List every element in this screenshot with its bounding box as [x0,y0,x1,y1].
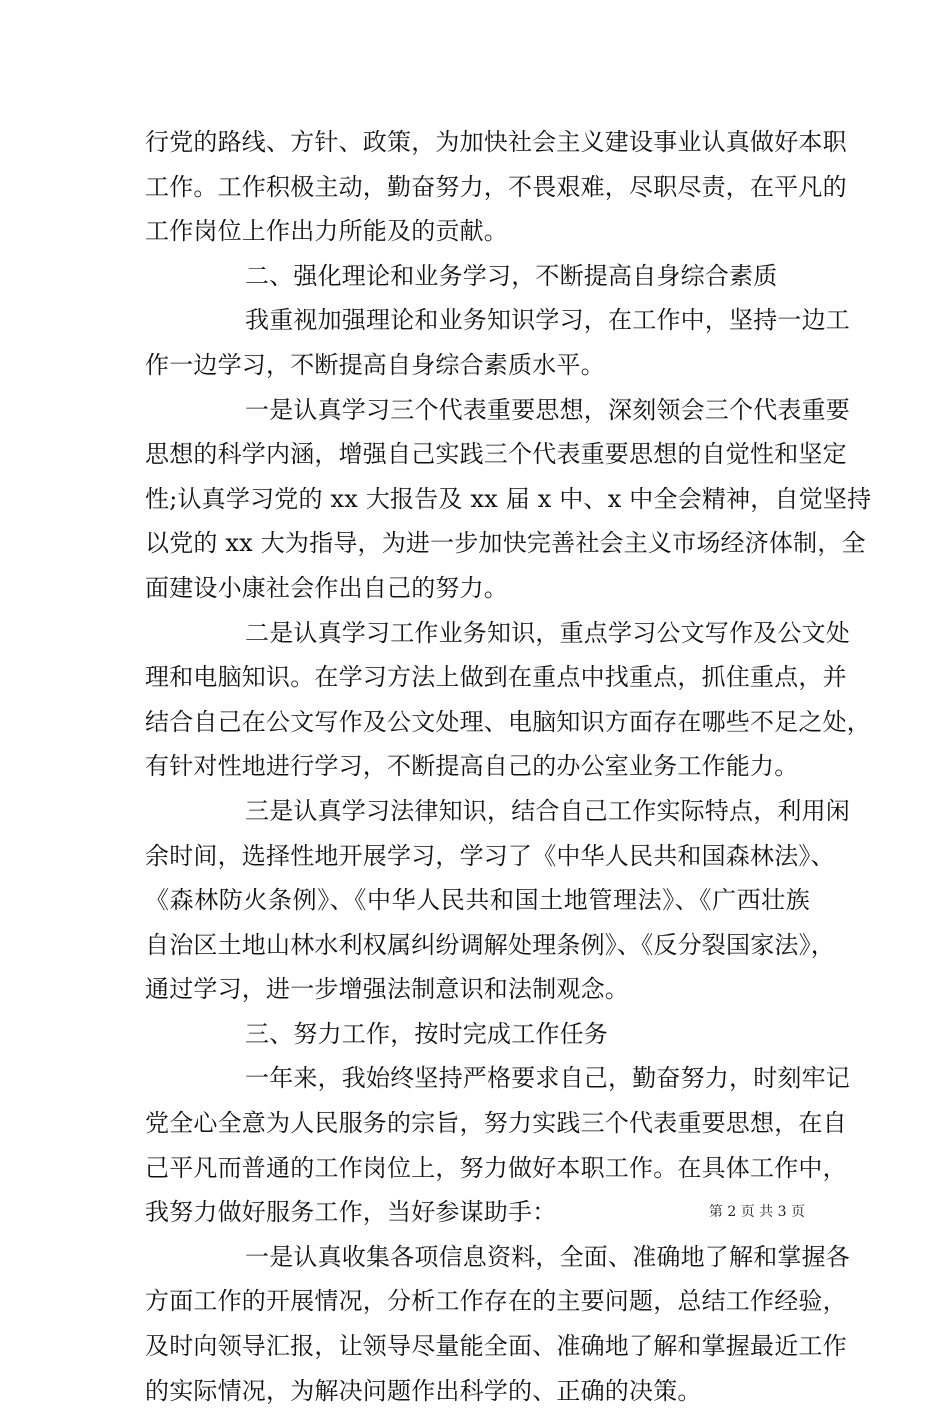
text-line: 及时向领导汇报，让领导尽量能全面、准确地了解和掌握最近工作 [145,1332,847,1361]
text-line: 党全心全意为人民服务的宗旨，努力实践三个代表重要思想，在自 [145,1109,847,1138]
text-line: 二是认真学习工作业务知识，重点学习公文写作及公文处 [245,618,850,647]
text-line: 理和电脑知识。在学习方法上做到在重点中找重点，抓住重点，并 [145,663,847,692]
text-line: 性;认真学习党的 xx 大报告及 xx 届 x 中、x 中全会精神，自觉坚持 [145,484,872,513]
text-line: 以党的 xx 大为指导，为进一步加快完善社会主义市场经济体制，全 [145,529,866,558]
text-line: 自治区土地山林水利权属纠纷调解处理条例》、《反分裂国家法》， [145,930,835,959]
text-line: 《森林防火条例》、《中华人民共和国土地管理法》、《广西壮族 [145,886,810,915]
text-line: 方面工作的开展情况，分析工作存在的主要问题，总结工作经验， [145,1287,847,1316]
text-line: 己平凡而普通的工作岗位上，努力做好本职工作。在具体工作中， [145,1153,847,1182]
page-number-footer: 第 2 页 共 3 页 [708,1204,805,1220]
text-line: 通过学习，进一步增强法制意识和法制观念。 [145,975,629,1004]
text-line: 三是认真学习法律知识，结合自己工作实际特点，利用闲 [245,796,850,825]
text-line: 作一边学习，不断提高自身综合素质水平。 [145,350,605,379]
text-line: 余时间，选择性地开展学习，学习了《中华人民共和国森林法》、 [145,841,835,870]
text-line: 思想的科学内涵，增强自己实践三个代表重要思想的自觉性和坚定 [145,440,847,469]
text-line: 三、努力工作，按时完成工作任务 [245,1019,608,1048]
text-line: 有针对性地进行学习，不断提高自己的办公室业务工作能力。 [145,752,799,781]
text-line: 的实际情况，为解决问题作出科学的、正确的决策。 [145,1376,702,1405]
text-line: 我重视加强理论和业务知识学习，在工作中，坚持一边工 [245,306,850,335]
text-line: 一是认真学习三个代表重要思想，深刻领会三个代表重要 [245,395,850,424]
text-line: 结合自己在公文写作及公文处理、电脑知识方面存在哪些不足之处， [145,707,871,736]
text-line: 面建设小康社会作出自己的努力。 [145,573,508,602]
text-line: 我努力做好服务工作，当好参谋助手： [145,1198,557,1227]
text-line: 二、强化理论和业务学习，不断提高自身综合素质 [245,261,778,290]
text-line: 行党的路线、方针、政策，为加快社会主义建设事业认真做好本职 [145,128,847,156]
text-line: 一年来，我始终坚持严格要求自己，勤奋努力，时刻牢记 [245,1064,850,1093]
text-line: 工作。工作积极主动，勤奋努力，不畏艰难，尽职尽责，在平凡的 [145,172,847,201]
text-line: 工作岗位上作出力所能及的贡献。 [145,217,508,246]
text-line: 一是认真收集各项信息资料，全面、准确地了解和掌握各 [245,1242,850,1271]
